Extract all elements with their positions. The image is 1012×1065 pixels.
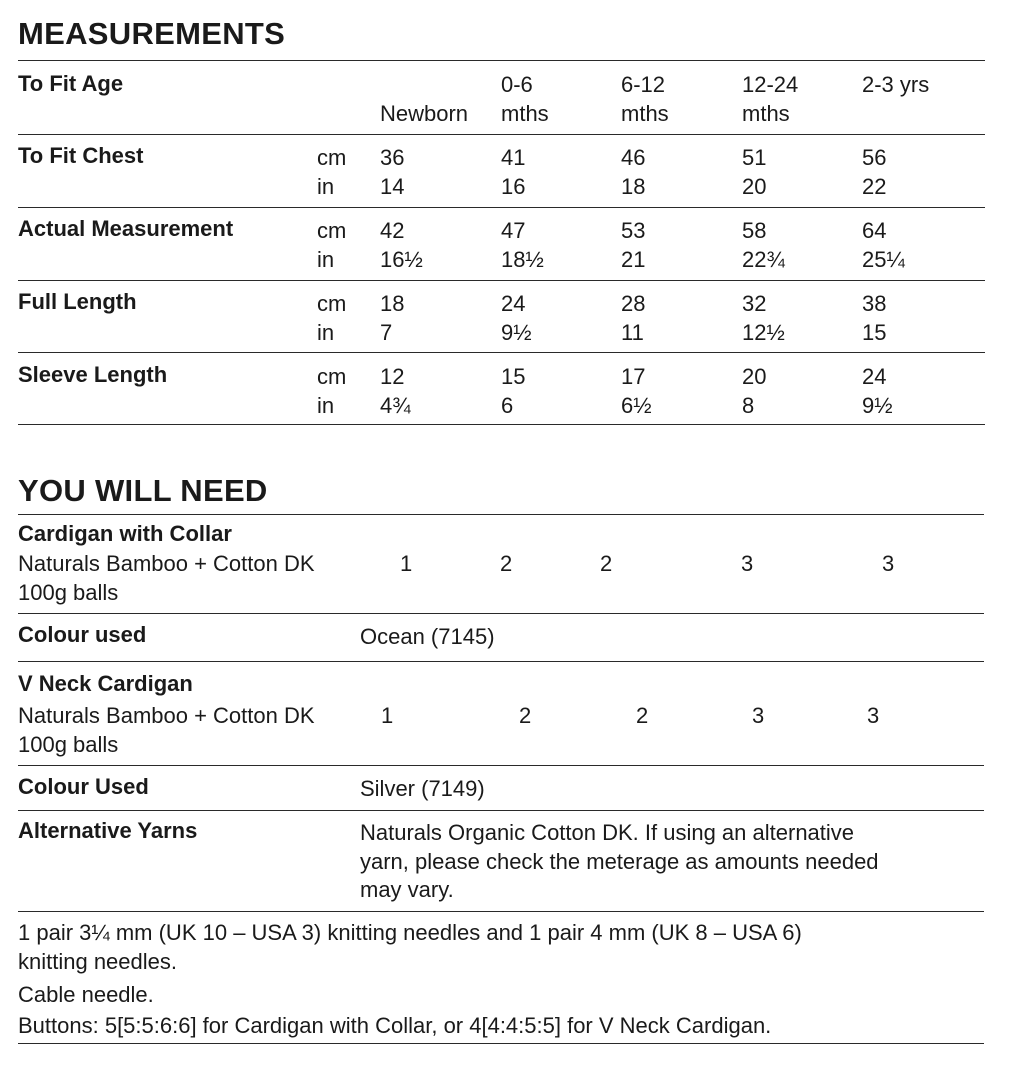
divider	[18, 352, 985, 353]
sleeve-cm-4: 24	[862, 364, 887, 389]
divider	[18, 424, 985, 425]
chest-in-2: 18	[621, 174, 646, 199]
size-12-24-top: 12-24	[742, 72, 799, 97]
colour-used-value: Silver (7149)	[360, 776, 485, 801]
needles-note: 1 pair 3¼ mm (UK 10 – USA 3) knitting needles and 1 pair 4 mm (UK 8 – USA 6)	[18, 920, 802, 945]
sleeve-in-0: 4¾	[380, 393, 411, 418]
actual-in-2: 21	[621, 247, 646, 272]
actual-cm-2: 53	[621, 218, 646, 243]
divider	[18, 280, 985, 281]
chest-in-3: 20	[742, 174, 767, 199]
cable-needle-note: Cable needle.	[18, 982, 154, 1007]
actual-in-0: 16½	[380, 247, 423, 272]
unit-cm: cm	[317, 291, 347, 316]
chest-cm-1: 41	[501, 145, 526, 170]
length-in-1: 9½	[501, 320, 532, 345]
size-2-3yrs: 2-3 yrs	[862, 72, 930, 97]
divider	[18, 613, 984, 614]
vneck-qty-1: 2	[519, 703, 532, 728]
actual-cm-4: 64	[862, 218, 887, 243]
collar-qty-2: 2	[600, 551, 613, 576]
sleeve-in-4: 9½	[862, 393, 893, 418]
unit-in: in	[317, 320, 335, 345]
unit-in: in	[317, 174, 335, 199]
divider	[18, 207, 985, 208]
you-will-need-title: YOU WILL NEED	[18, 473, 268, 508]
chest-in-1: 16	[501, 174, 526, 199]
vneck-qty-0: 1	[381, 703, 394, 728]
collar-qty-1: 2	[500, 551, 513, 576]
unit-in: in	[317, 393, 335, 418]
length-cm-2: 28	[621, 291, 646, 316]
length-cm-0: 18	[380, 291, 405, 316]
divider	[18, 661, 984, 662]
length-cm-3: 32	[742, 291, 767, 316]
age-label: To Fit Age	[18, 71, 124, 96]
alternative-yarns-line: Naturals Organic Cotton DK. If using an alternative	[360, 820, 855, 845]
measurements-title: MEASUREMENTS	[18, 16, 286, 51]
unit-cm: cm	[317, 364, 347, 389]
length-in-4: 15	[862, 320, 887, 345]
actual-cm-1: 47	[501, 218, 526, 243]
size-0-6-top: 0-6	[501, 72, 533, 97]
actual-in-3: 22¾	[742, 247, 785, 272]
v-neck-title: V Neck Cardigan	[18, 671, 193, 696]
sleeve-in-1: 6	[501, 393, 514, 418]
colour-used-value: Ocean (7145)	[360, 624, 495, 649]
divider	[18, 765, 984, 766]
cardigan-collar-balls: 100g balls	[18, 580, 119, 605]
v-neck-yarn: Naturals Bamboo + Cotton DK	[18, 703, 315, 728]
chest-cm-3: 51	[742, 145, 767, 170]
length-cm-1: 24	[501, 291, 526, 316]
unit-cm: cm	[317, 145, 347, 170]
alternative-yarns-label: Alternative Yarns	[18, 818, 198, 843]
collar-qty-0: 1	[400, 551, 413, 576]
size-newborn: Newborn	[380, 101, 469, 126]
unit-in: in	[317, 247, 335, 272]
needles-note-cont: knitting needles.	[18, 949, 177, 974]
vneck-qty-3: 3	[752, 703, 765, 728]
size-0-6-bottom: mths	[501, 101, 549, 126]
divider	[18, 134, 985, 135]
collar-qty-3: 3	[741, 551, 754, 576]
sleeve-in-2: 6½	[621, 393, 652, 418]
sleeve-cm-1: 15	[501, 364, 526, 389]
colour-used-label: Colour used	[18, 622, 147, 647]
alternative-yarns-line: yarn, please check the meterage as amounts needed	[360, 849, 879, 874]
length-in-2: 11	[621, 320, 644, 345]
divider	[18, 60, 985, 61]
cardigan-collar-yarn: Naturals Bamboo + Cotton DK	[18, 551, 315, 576]
actual-cm-3: 58	[742, 218, 767, 243]
actual-in-1: 18½	[501, 247, 544, 272]
colour-used-label: Colour Used	[18, 774, 149, 799]
length-in-3: 12½	[742, 320, 785, 345]
cardigan-collar-title: Cardigan with Collar	[18, 521, 232, 546]
sleeve-length-label: Sleeve Length	[18, 362, 168, 387]
actual-label: Actual Measurement	[18, 216, 234, 241]
length-cm-4: 38	[862, 291, 887, 316]
collar-qty-4: 3	[882, 551, 895, 576]
sleeve-cm-0: 12	[380, 364, 405, 389]
alternative-yarns-line: may vary.	[360, 877, 454, 902]
size-12-24-bottom: mths	[742, 101, 790, 126]
size-6-12-bottom: mths	[621, 101, 669, 126]
divider	[18, 911, 984, 912]
chest-in-4: 22	[862, 174, 887, 199]
actual-cm-0: 42	[380, 218, 405, 243]
chest-label: To Fit Chest	[18, 143, 144, 168]
unit-cm: cm	[317, 218, 347, 243]
chest-cm-4: 56	[862, 145, 887, 170]
size-6-12-top: 6-12	[621, 72, 666, 97]
divider	[18, 514, 984, 515]
full-length-label: Full Length	[18, 289, 137, 314]
actual-in-4: 25¼	[862, 247, 905, 272]
chest-cm-0: 36	[380, 145, 405, 170]
buttons-note: Buttons: 5[5:5:6:6] for Cardigan with Collar, or 4[4:4:5:5] for V Neck Cardigan.	[18, 1013, 772, 1038]
divider	[18, 1043, 984, 1044]
vneck-qty-2: 2	[636, 703, 649, 728]
sleeve-in-3: 8	[742, 393, 755, 418]
vneck-qty-4: 3	[867, 703, 880, 728]
sleeve-cm-3: 20	[742, 364, 767, 389]
chest-in-0: 14	[380, 174, 405, 199]
divider	[18, 810, 984, 811]
chest-cm-2: 46	[621, 145, 646, 170]
v-neck-balls: 100g balls	[18, 732, 119, 757]
length-in-0: 7	[380, 320, 393, 345]
sleeve-cm-2: 17	[621, 364, 646, 389]
